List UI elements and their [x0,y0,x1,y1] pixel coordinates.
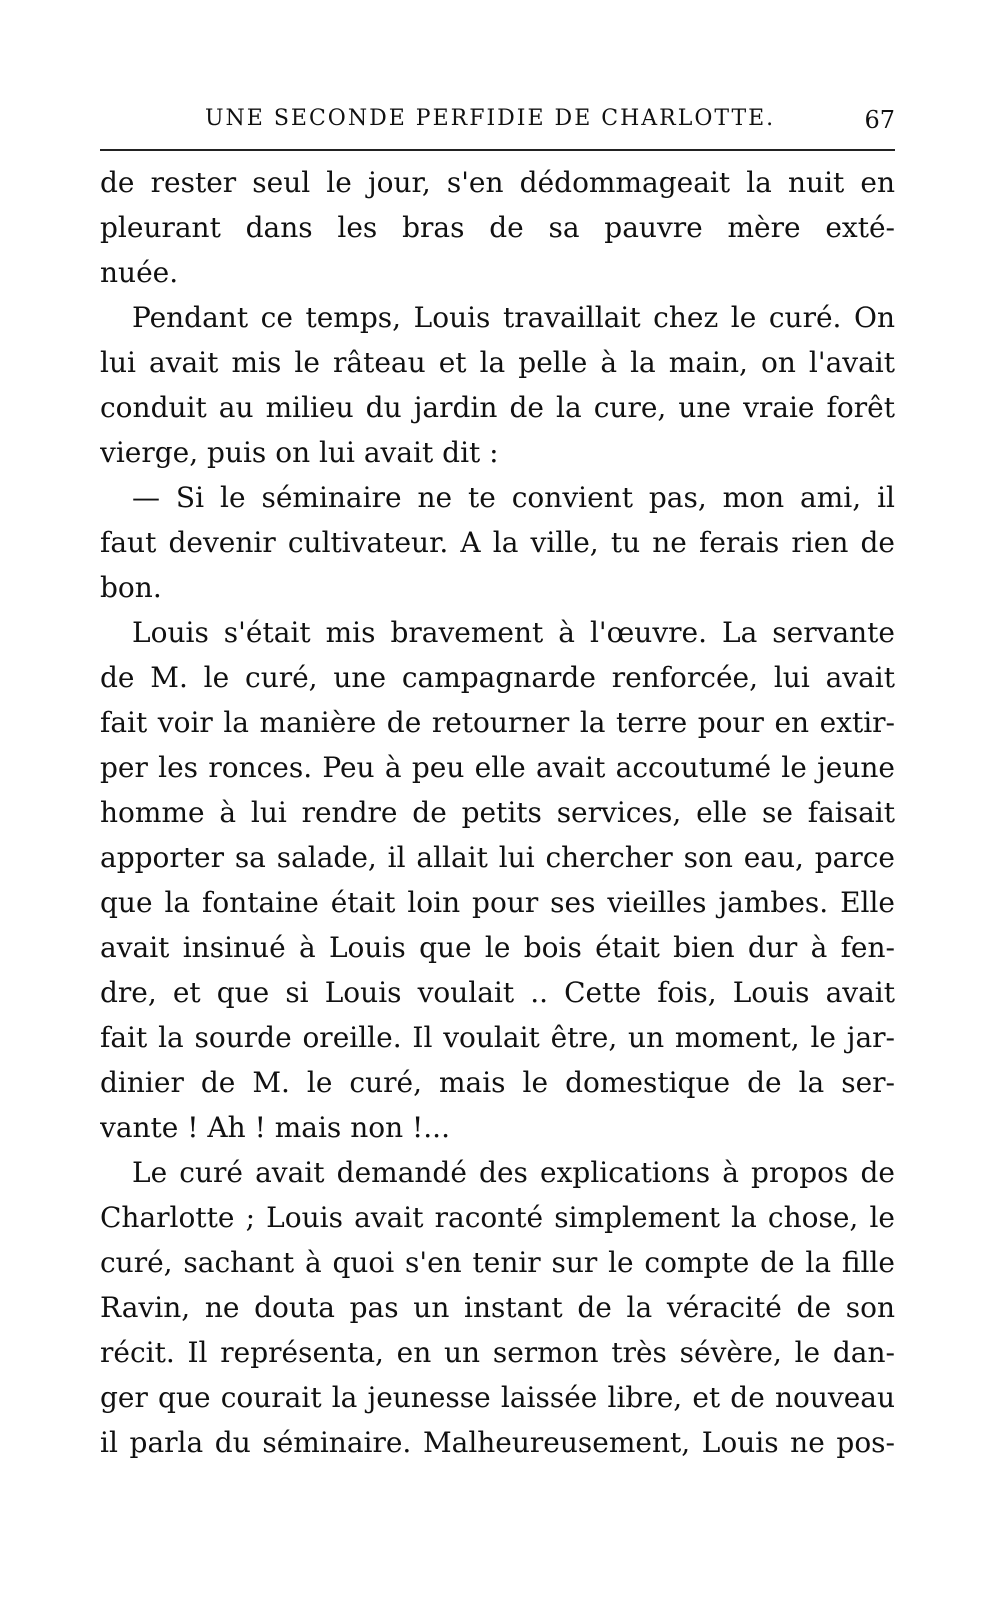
header-rule [100,149,895,151]
text-line: vierge, puis on lui avait dit : [100,436,499,469]
text-line: récit. Il représenta, en un sermon très sévère, le dan- [100,1336,895,1369]
text-line: que la fontaine était loin pour ses vieilles jambes. Elle [100,886,895,919]
text-line: pleurant dans les bras de sa pauvre mère exté- [100,211,895,244]
text-line: Pendant ce temps, Louis travaillait chez le curé. On [132,301,895,334]
text-line: dinier de M. le curé, mais le domestique de la ser- [100,1066,895,1099]
text-line: de M. le curé, une campagnarde renforcée, lui avait [100,661,895,694]
text-line: avait insinué à Louis que le bois était bien dur à fen- [100,931,895,964]
text-line: bon. [100,571,162,604]
text-line: curé, sachant à quoi s'en tenir sur le compte de la fille [100,1246,895,1279]
text-line: Charlotte ; Louis avait raconté simplement la chose, le [100,1201,895,1234]
text-line: fait voir la manière de retourner la terre pour en extir- [100,706,895,739]
text-line: nuée. [100,256,179,289]
text-line: vante ! Ah ! mais non !... [100,1111,450,1144]
text-line: apporter sa salade, il allait lui chercher son eau, parce [100,841,895,874]
text-line: conduit au milieu du jardin de la cure, une vraie forêt [100,391,895,424]
running-title: UNE SECONDE PERFIDIE DE CHARLOTTE. [205,106,776,131]
text-line: dre, et que si Louis voulait .. Cette fois, Louis avait [100,976,895,1009]
text-line: faut devenir cultivateur. A la ville, tu ne ferais rien de [100,526,895,559]
text-line: Ravin, ne douta pas un instant de la véracité de son [100,1291,895,1324]
body-text [100,160,895,1465]
text-line: il parla du séminaire. Malheureusement, Louis ne pos- [100,1426,895,1459]
running-head [100,100,895,140]
page-number: 67 [864,106,895,134]
text-line: homme à lui rendre de petits services, elle se faisait [100,796,895,829]
text-line: Le curé avait demandé des explications à propos de [132,1156,895,1189]
text-line: Louis s'était mis bravement à l'œuvre. La servante [132,616,895,649]
text-line: per les ronces. Peu à peu elle avait accoutumé le jeune [100,751,895,784]
text-line: fait la sourde oreille. Il voulait être, un moment, le jar- [100,1021,895,1054]
text-line: ger que courait la jeunesse laissée libre, et de nouveau [100,1381,895,1414]
text-line: de rester seul le jour, s'en dédommageait la nuit en [100,166,895,199]
text-line: lui avait mis le râteau et la pelle à la main, on l'avait [100,346,895,379]
text-line: — Si le séminaire ne te convient pas, mon ami, il [132,481,895,514]
